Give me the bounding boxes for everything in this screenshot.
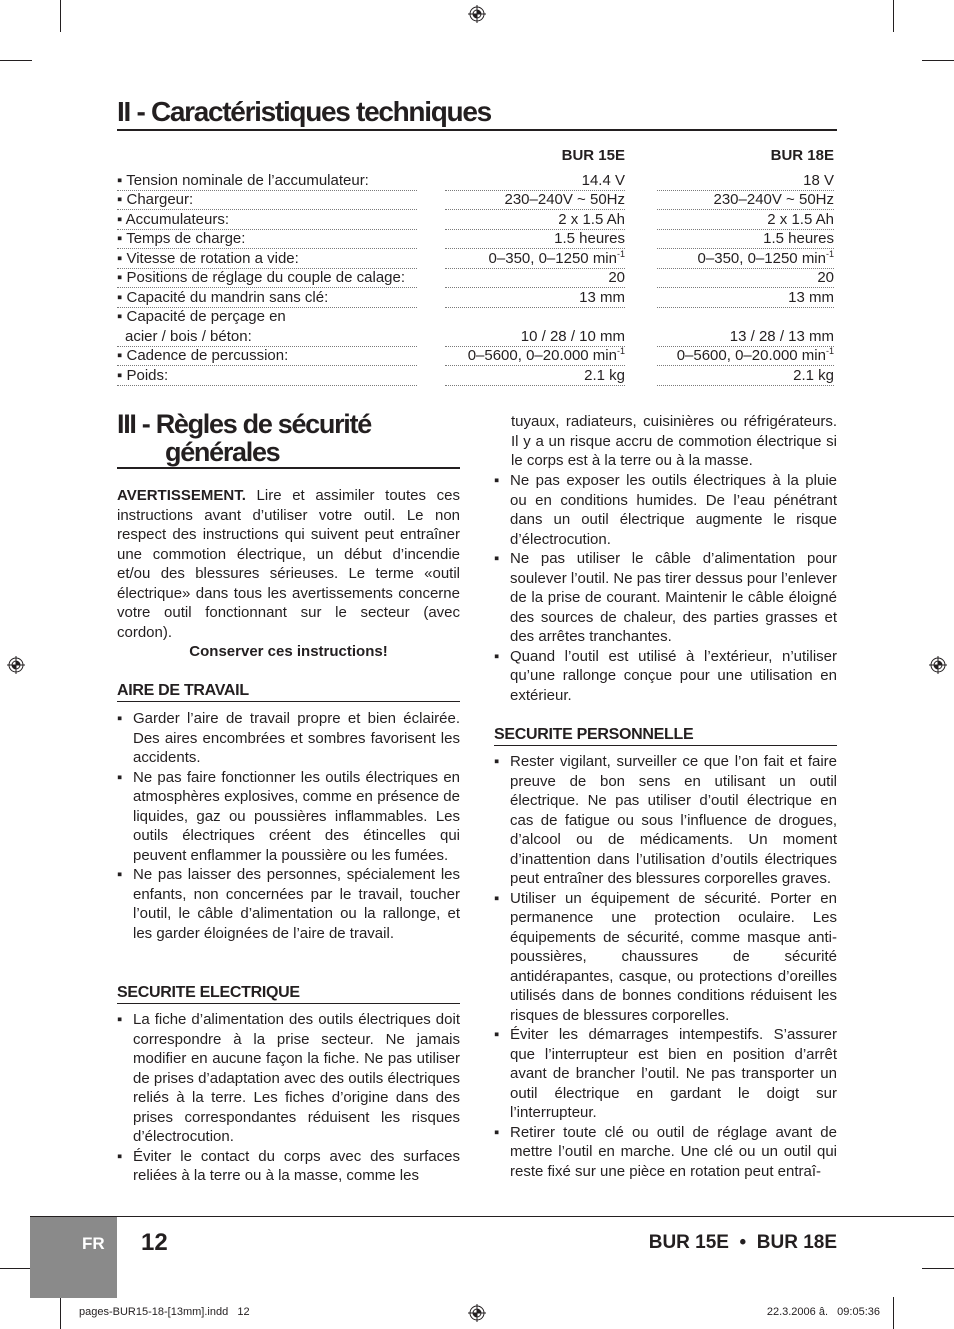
crop-mark [922,1268,954,1269]
list-item [494,1025,837,1123]
spec-label: ▪ Poids: [117,367,417,386]
spec-row [117,328,837,347]
spec-row [117,308,837,327]
spec-value-bur18e: 0–350, 0–1250 $\min^{-1}$ [657,250,834,269]
spec-label: ▪ Capacité du mandrin sans clé: [117,289,417,308]
subheading-rule [117,1003,460,1004]
spec-value-bur15e: 10 / 28 / 10 mm [445,328,625,347]
list-item [494,889,837,1026]
registration-mark-icon [929,656,947,674]
spec-label: ▪ Temps de charge: [117,230,417,249]
spec-value-bur15e: 1.5 heures [445,230,625,249]
list-item-text: Garder l’aire de travail propre et bien éclairée. Des aires encombrées et sombres favorisent les accidents. [133,710,460,766]
list-item-text: Rester vigilant, surveiller ce que l’on fait et faire preuve de bon sens en utilisant un outil électrique. Ne pas utiliser d’outil électrique en cas de fatigue ou sous l’influence de drogues, d’alcool ou de médicaments. Un moment d’inattention dans l’utilisation d’outils électriques peut entraîner des blessures corporelles graves. [510,753,837,887]
list-item [117,1010,460,1147]
list-item [117,1147,460,1186]
list-item-text: Quand l’outil est utilisé à l’extérieur, n’utiliser qu’une rallonge conçue pour une utilisation en extérieur. [510,647,837,704]
spec-value-bur18e [657,308,834,326]
spec-value-bur18e: 230–240V ~ 50Hz [657,191,834,210]
registration-mark-icon [468,1304,486,1322]
spec-label: ▪ Cadence de percussion: [117,347,417,366]
bullet-icon: ▪ [117,866,123,883]
section-title-specs: II - Caractéristiques techniques [117,96,491,127]
spec-row [117,250,837,269]
section-title-safety [117,410,371,466]
spec-value-bur15e: 0–350, 0–1250 $\min^{-1}$ [445,250,625,269]
spec-label: ▪ Chargeur: [117,191,417,210]
footer-rule [30,1216,954,1217]
list-item-text: La fiche d’alimentation des outils électriques doit correspondre à la prise secteur. Ne jamais modifier en aucune façon la fiche. Ne pas utiliser de prises d’adaptation avec des outils électriques reliés à la terre. Les fiches d’origine dans des prises correspondantes réduisent les risques d’électrocution. [133,1011,460,1145]
bullet-icon: ▪ [494,1026,500,1043]
spec-label: ▪ Positions de réglage du couple de calage: [117,269,417,288]
column-header-bur15e: BUR 15E [561,147,625,164]
spec-row [117,172,837,191]
unit-exponent: -1 [825,249,834,259]
spec-value-bur18e: 1.5 heures [657,230,834,249]
spec-value-bur15e: 14.4 V [445,172,625,191]
spec-value-bur15e [445,308,625,326]
spec-label: acier / bois / béton: [117,328,417,347]
spec-value-bur18e: 13 mm [657,289,834,308]
spec-row [117,230,837,249]
bullet-icon: ▪ [494,889,500,907]
keep-instructions: Conserver ces instructions! [189,643,388,660]
spec-value-bur18e: 18 V [657,172,834,191]
bullet-icon: ▪ [494,1123,500,1141]
list-item-text: Ne pas faire fonctionner les outils électriques en atmosphères explosives, comme en présence de liquides, gaz ou poussières inflammables. Les outils électriques créent des étincelles qui peuvent enflammer la poussière ou les fumées. [133,768,460,864]
list-item [494,647,837,706]
bullet-icon: ▪ [117,768,123,786]
warning-paragraph [117,486,460,642]
perso-list [494,752,837,1181]
spec-value-bur18e: 13 / 28 / 13 mm [657,328,834,347]
spec-value-bur15e: 0–5600, 0–20.000 $\min^{-1}$ [445,347,625,366]
spec-row [117,289,837,308]
section-title-line1: III - Règles de sécurité [117,409,371,439]
spec-value-bur15e: 20 [445,269,625,288]
bullet-icon: ▪ [494,647,500,665]
spec-row [117,269,837,288]
spec-label: ▪ Capacité de perçage en [117,308,286,325]
list-item-text: Éviter les démarrages intempestifs. S’assurer que l’interrupteur est bien en position d’arrêt avant de brancher l’outil. Ne pas transporter un outil électrique en gardant le doigt sur l’interrupteur. [510,1026,837,1121]
spec-value-bur18e: 2.1 kg [657,367,834,386]
bullet-icon: ▪ [494,550,500,567]
bullet-icon: ▪ [494,753,500,770]
subheading-rule [117,701,460,702]
spec-label: ▪ Accumulateurs: [117,211,417,230]
bullet-icon: ▪ [494,472,500,489]
warning-text: Lire et assimiler toutes ces instructions avant d’utiliser votre outil. Le non respect des instructions qui suivent peut entraîner une commotion électrique, un début d’incendie et/ou des blessures sérieuses. Le terme «outil électrique» dans tous les avertissements concerne votre outil fonctionnant sur le secteur (avec cordon). [117,487,460,641]
subheading-rule [494,745,837,746]
print-date: 22.3.2006 â. 09:05:36 [766,1306,880,1318]
unit-exponent: -1 [825,346,834,356]
spec-value-bur15e: 2 x 1.5 Ah [445,211,625,230]
list-item [494,549,837,647]
crop-mark [0,60,32,61]
elec-list-continued [494,471,837,705]
crop-mark [893,1297,894,1329]
spec-row [117,347,837,366]
footer-models: BUR 15E • BUR 18E [648,1232,837,1253]
aire-list [117,709,460,943]
list-item [117,768,460,866]
spec-value-bur18e: 20 [657,269,834,288]
spec-value-bur15e: 13 mm [445,289,625,308]
bullet-icon: ▪ [117,710,123,727]
crop-mark [60,0,61,32]
list-item [117,709,460,768]
spec-value-bur18e: 0–5600, 0–20.000 $\min^{-1}$ [657,347,834,366]
spec-label: ▪ Vitesse de rotation a vide: [117,250,417,269]
spec-row [117,367,837,386]
spec-row [117,211,837,230]
spec-label: ▪ Tension nominale de l’accumulateur: [117,172,417,191]
list-item-text: Retirer toute clé ou outil de réglage avant de mettre l’outil en marche. Une clé ou un outil qui reste fixé sur une pièce en rotation peut entraî- [510,1123,837,1180]
language-label: FR [82,1234,105,1253]
page-number: 12 [141,1229,168,1256]
registration-mark-icon [7,656,25,674]
list-item [494,471,837,549]
unit-exponent: -1 [616,249,625,259]
unit-exponent: -1 [616,346,625,356]
list-item-text: Ne pas utiliser le câble d’alimentation pour soulever l’outil. Ne pas tirer dessus pour l’enlever de la prise de courant. Maintenir le câble éloigné des sources de chaleur, des parties grasses et des arrêtes tranchantes. [510,550,837,645]
crop-mark [893,0,894,32]
language-tab [30,1217,117,1298]
registration-mark-icon [468,5,486,23]
title-rule [117,467,460,469]
spec-value-bur18e: 2 x 1.5 Ah [657,211,834,230]
list-item-text: Utiliser un équipement de sécurité. Porter en permanence une protection oculaire. Les équipements de sécurité, comme masque anti-poussières, chaussures de sécurité antidérapantes, casque, ou protections d’oreilles utilisés dans de bonnes conditions réduisent les risques de blessures corporelles. [510,889,837,1024]
file-name: pages-BUR15-18-[13mm].indd 12 [79,1306,250,1318]
list-item-text: Éviter le contact du corps avec des surfaces reliées à la terre ou à la masse, comme les [133,1147,460,1184]
crop-mark [0,1268,32,1269]
section-title-line2: générales [165,437,280,467]
bullet-icon: ▪ [117,1147,123,1165]
spec-value-bur15e: 2.1 kg [445,367,625,386]
list-item-text: Ne pas exposer les outils électriques à la pluie ou en conditions humides. De l’eau pénétrant dans un outil électrique augmente le risque d’électrocution. [510,472,837,548]
subheading-elec: SECURITE ELECTRIQUE [117,984,300,1001]
subheading-perso: SECURITE PERSONNELLE [494,726,694,743]
title-rule [117,129,837,131]
column-header-bur18e: BUR 18E [770,147,834,164]
spec-row [117,191,837,210]
continued-text: tuyaux, radiateurs, cuisinières ou réfrigérateurs. Il y a un risque accru de commotion électrique si le corps est à la terre ou à la masse. [511,413,837,469]
list-item [494,1123,837,1182]
list-item-text: Ne pas laisser des personnes, spécialement les enfants, non concernées par le travail, toucher l’outil, le câble d’alimentation ou la rallonge, et les garder éloignées de l’aire de travail. [133,866,460,942]
elec-list [117,1010,460,1186]
list-item [494,752,837,889]
spec-value-bur15e: 230–240V ~ 50Hz [445,191,625,210]
bullet-icon: ▪ [117,1011,123,1028]
warning-lead: AVERTISSEMENT. [117,487,246,504]
subheading-aire: AIRE DE TRAVAIL [117,682,249,699]
crop-mark [60,1297,61,1329]
list-item [117,865,460,943]
crop-mark [922,60,954,61]
